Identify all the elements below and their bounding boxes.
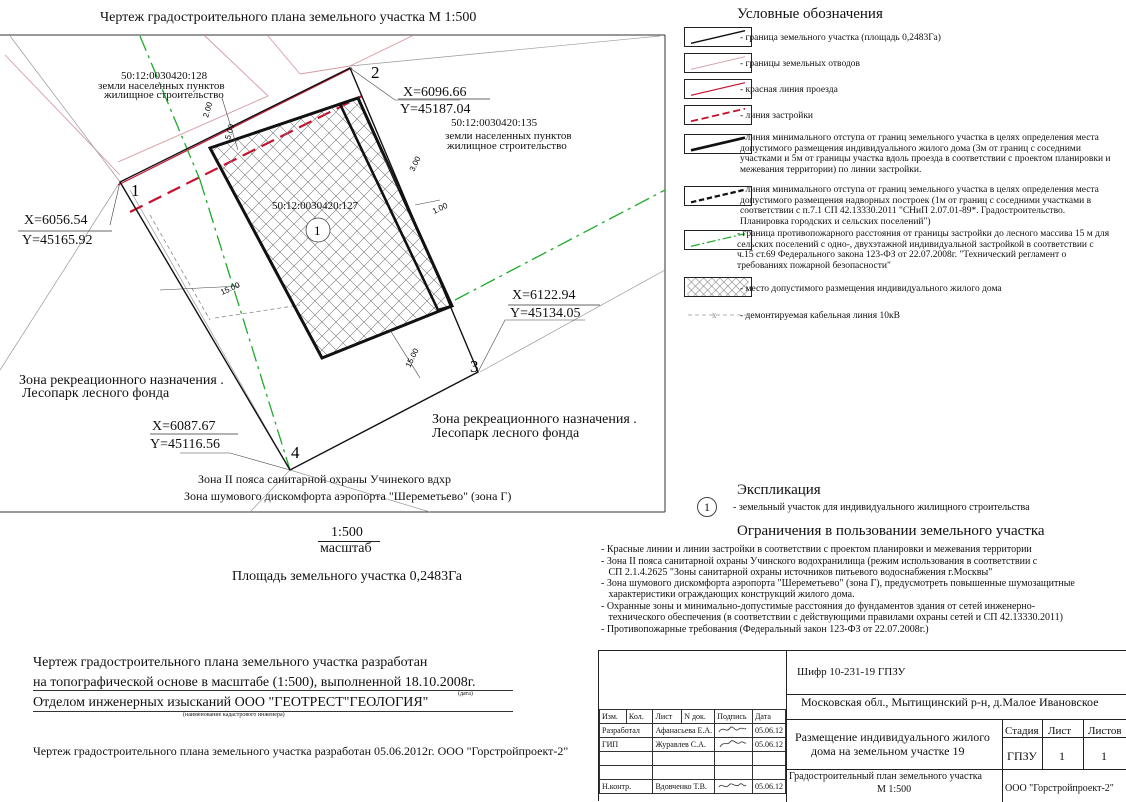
stamp-header-cell: N док. — [682, 710, 715, 724]
stamp-address: Московская обл., Мытищинский р-н, д.Малое Ивановское — [801, 695, 1099, 709]
svg-text:x: x — [712, 310, 717, 320]
dim-label: 15.00 — [219, 280, 242, 297]
stamp-project-line1: Размещение индивидуального жилого — [795, 730, 990, 744]
explication-text: - земельный участок для индивидуального жилищного строительства — [733, 502, 1030, 513]
stamp-person: Вдовченко Т.В. — [653, 780, 715, 794]
note-date-hint: (дата) — [458, 691, 473, 697]
stamp-person: Афанасьева Е.А. — [653, 724, 715, 738]
stamp-role: Разработал — [600, 724, 653, 738]
restriction-line: - Противопожарные требования (Федеральный закон 123-ФЗ от 22.07.2008г.) — [601, 624, 929, 635]
stamp-header-cell: Лист — [653, 710, 682, 724]
signature-scribble — [715, 738, 753, 752]
note-engineer-hint: (наименование кадастрового инженера) — [183, 712, 285, 718]
restriction-line: - Зона шумового дискомфорта аэропорта "Шереметьево" (зона Г), предусмотреть повышенные шумозащитные — [601, 578, 1075, 589]
stamp-row — [600, 738, 786, 752]
restriction-line: технического обеспечения (в соответствии с действующими правилами охраны сетей и СП 42.13330.2011) — [601, 612, 1063, 623]
restriction-line: - Охранные зоны и минимально-допустимые расстояния до фундаментов здания от сетей инженерно- — [601, 601, 1036, 612]
parcel-main-code: 50:12:0030420:127 — [272, 200, 359, 212]
explication-title: Экспликация — [737, 482, 821, 498]
point-number: 1 — [131, 181, 140, 200]
restriction-line: характеристики ограждающих конструкций жилого дома. — [601, 589, 855, 600]
zone-east-line1: Зона рекреационного назначения . — [432, 412, 637, 427]
legend-title: Условные обозначения — [737, 6, 883, 22]
site-plan-drawing — [0, 0, 680, 520]
restriction-line: - Зона II пояса санитарной охраны Учинского водохранилища (режим использования в соответствии с — [601, 556, 1038, 567]
stamp-stage: ГПЗУ — [1007, 749, 1037, 763]
stamp-date: 05.06.12 — [752, 724, 785, 738]
legend-item: - граница земельного участка (площадь 0,2483Га) — [740, 33, 941, 43]
signature-scribble — [715, 724, 753, 738]
stamp-date: 05.06.12 — [752, 738, 785, 752]
stamp-header-cell: Изм. — [600, 710, 627, 724]
legend-item: - линия минимального отступа от границ земельного участка в целях определения места допустимого размещения индивидуального жилого дома (3м от границ с соседними участками и 5м от границы участка вдоль проезда в соответствии с проектом планировки и межевания территории) по линии застройки. — [740, 133, 1111, 175]
legend-item: - место допустимого размещения индивидуального жилого дома — [740, 284, 1002, 294]
point-number: 4 — [291, 443, 300, 462]
parcel-north-desc: земли населенных пунктов — [98, 80, 225, 92]
scale-label: масштаб — [320, 541, 372, 556]
zone-west-line2: Лесопарк лесного фонда — [22, 386, 170, 401]
stamp-header-cell: Дата — [752, 710, 785, 724]
note-line2: на топографической основе в масштабе (1:500), выполненной 18.10.2008г. — [33, 675, 476, 690]
parcel-east-code: 50:12:0030420:135 — [451, 117, 538, 129]
dim-label: 1.00 — [431, 201, 449, 216]
parcel-east-desc2: жилищное строительство — [447, 140, 567, 152]
point1-x: X=6056.54 — [24, 213, 88, 228]
parcel-north-code: 50:12:0030420:128 — [121, 70, 208, 82]
dim-label: 5.00 — [223, 123, 237, 141]
legend-item: - линия застройки — [740, 111, 814, 121]
stamp-row — [600, 724, 786, 738]
point3-y: Y=45134.05 — [510, 306, 581, 321]
stamp-sheets: 1 — [1101, 749, 1107, 763]
cable-line-b — [215, 305, 300, 318]
parcel-north-desc2: жилищное строительство — [104, 89, 224, 101]
parcel-area: Площадь земельного участка 0,2483Га — [232, 569, 463, 584]
point4-x: X=6087.67 — [152, 419, 216, 434]
zone-south-line1: Зона II пояса санитарной охраны Учинекого вдхр — [198, 472, 451, 486]
point3-x: X=6122.94 — [512, 288, 576, 303]
stamp-sheet: 1 — [1059, 749, 1065, 763]
fire-distance-line-east — [455, 190, 665, 300]
stamp-stage-header: Стадия — [1005, 725, 1039, 737]
stamp-row — [600, 780, 786, 794]
stamp-project-line2: дома на земельном участке 19 — [811, 744, 965, 758]
dim-label: 3.00 — [407, 154, 423, 173]
zone-west-line1: Зона рекреационного назначения . — [19, 373, 224, 388]
note-line1: Чертеж градостроительного плана земельного участка разработан — [33, 655, 428, 670]
restrictions-title: Ограничения в пользовании земельного участка — [737, 523, 1045, 539]
restriction-line: СП 2.1.4.2625 "Зоны санитарной охраны источников питьевого водоснабжения г.Москвы" — [601, 567, 993, 578]
note-line4: Чертеж градостроительного плана земельного участка разработан 05.06.2012г. ООО "Горстройпроект-2" — [33, 744, 569, 758]
point2-y: Y=45187.04 — [400, 102, 471, 117]
parcel-east-desc: земли населенных пунктов — [445, 130, 572, 142]
plan-title: Чертеж градостроительного плана земельного участка М 1:500 — [100, 10, 477, 25]
cable-line — [150, 215, 210, 320]
legend-item: - линия минимального отступа от границ земельного участка в целях определения места допустимого размещения надворных построек (1м от границ с соседними участками в соответствии с п.7.1 СП 42.13330.2011 "СНиП 2.07.01-89*. Градостроительство. Планировка городских и сельских поселений") — [740, 185, 1099, 227]
signature-scribble — [715, 780, 753, 794]
note-underline — [33, 690, 513, 691]
stamp-signature-table — [599, 709, 786, 794]
explication-marker: 1 — [697, 497, 717, 517]
stamp-code: Шифр 10-231-19 ГПЗУ — [797, 666, 906, 678]
point-number: 3 — [470, 357, 479, 376]
legend-item: - красная линия проезда — [740, 85, 838, 95]
restriction-line: - Красные линии и линии застройки в соответствии с проектом планировки и межевания территории — [601, 544, 1032, 555]
dim-label: 2.00 — [201, 101, 215, 119]
scale-value: 1:500 — [331, 525, 363, 540]
note-line3: Отделом инженерных изысканий ООО "ГЕОТРЕСТ"ГЕОЛОГИЯ" — [33, 695, 429, 710]
stamp-role: ГИП — [600, 738, 653, 752]
zone-south-line2: Зона шумового дискомфорта аэропорта "Шереметьево" (зона Г) — [184, 489, 512, 503]
zone-east-line2: Лесопарк лесного фонда — [432, 426, 580, 441]
point-number: 2 — [371, 63, 380, 82]
legend-item: - граница противопожарного расстояния от границы застройки до лесного массива 15 м для сельских поселений с одно-, двухэтажной индивидуальной застройкой в соответствии с ч.15 ст.69 Федерального закона 123-ФЗ от 22.07.2008г. "Технический регламент о требованиях пожарной безопасности" — [737, 229, 1110, 271]
stamp-role: Н.контр. — [600, 780, 653, 794]
stamp-org: ООО "Горстройпроект-2" — [1005, 783, 1114, 794]
legend-item: - границы земельных отводов — [740, 59, 861, 69]
point4-y: Y=45116.56 — [150, 437, 220, 452]
stamp-header-cell: Подпись — [715, 710, 753, 724]
stamp-date: 05.06.12 — [752, 780, 785, 794]
stamp-sheet-header: Лист — [1048, 725, 1072, 737]
stamp-header-row — [600, 710, 786, 724]
stamp-doc-line1: Градостроительный план земельного участка — [789, 771, 982, 782]
stamp-sheets-header: Листов — [1088, 725, 1122, 737]
stamp-doc-line2: М 1:500 — [877, 784, 912, 795]
legend-item: - демонтируемая кабельная линия 10кВ — [740, 311, 900, 321]
stamp-person: Журавлев С.А. — [653, 738, 715, 752]
dim-label: 15.00 — [403, 346, 421, 369]
stamp-header-cell: Кол. — [626, 710, 653, 724]
point1-y: Y=45165.92 — [22, 233, 93, 248]
parcel-marker-number: 1 — [314, 223, 321, 238]
point2-x: X=6096.66 — [403, 85, 467, 100]
